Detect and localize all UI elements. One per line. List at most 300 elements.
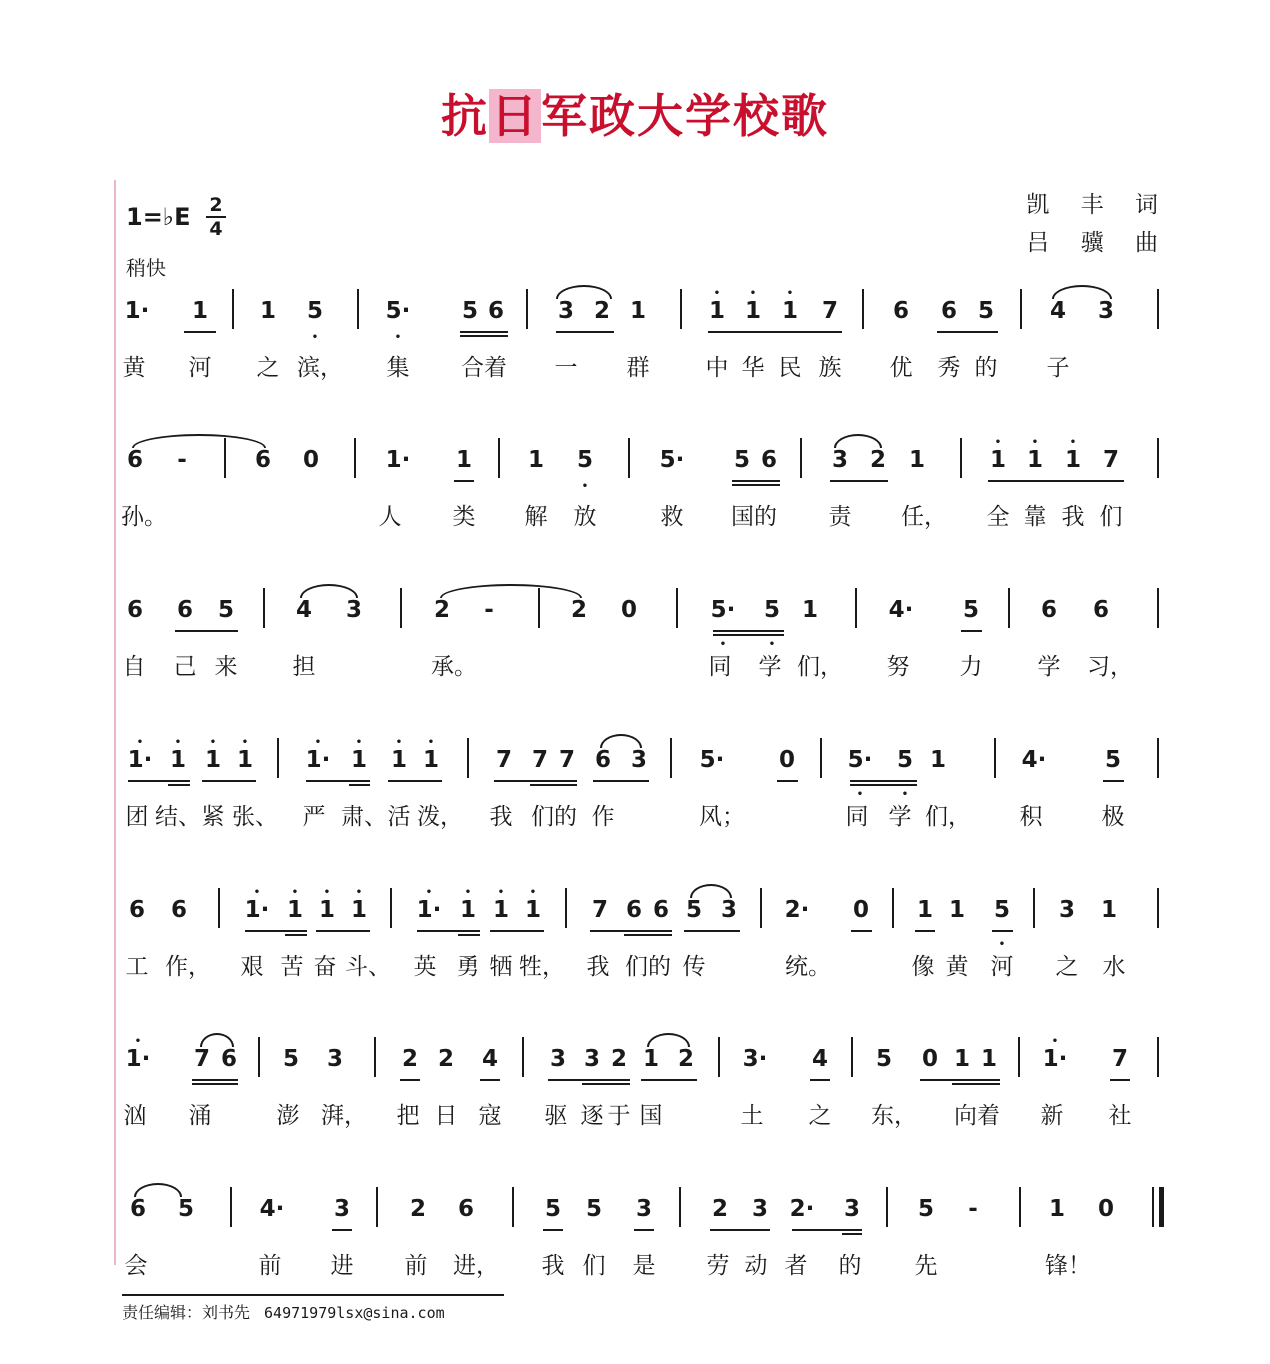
eighth-underline bbox=[792, 1229, 862, 1231]
note-symbol: 0 bbox=[302, 447, 320, 473]
lyric-syllable: 来 bbox=[214, 654, 238, 680]
barline bbox=[522, 1037, 524, 1077]
title-part-1: 抗 bbox=[441, 89, 489, 143]
lyric-syllable: 的 bbox=[838, 1253, 862, 1279]
note-symbol: 2 bbox=[593, 298, 611, 324]
note-symbol: 3 bbox=[583, 1046, 601, 1072]
lyric-syllable: 把 bbox=[396, 1103, 420, 1129]
lyric-syllable: 们 bbox=[1099, 504, 1123, 530]
note-symbol: 1· bbox=[127, 747, 153, 773]
eighth-underline bbox=[1110, 1079, 1130, 1081]
note bbox=[218, 596, 234, 624]
note bbox=[303, 446, 319, 474]
note bbox=[918, 1195, 934, 1223]
note bbox=[844, 1195, 860, 1223]
note bbox=[922, 1045, 938, 1073]
barline bbox=[1018, 1037, 1020, 1077]
barline bbox=[277, 738, 279, 778]
note-symbol: 5 bbox=[177, 1196, 195, 1222]
note bbox=[1098, 297, 1114, 325]
note bbox=[708, 288, 726, 325]
note bbox=[482, 1045, 498, 1073]
note bbox=[1112, 1045, 1128, 1073]
note-symbol: 5 bbox=[896, 747, 914, 773]
lyrics-row bbox=[120, 789, 1165, 832]
lyric-syllable: 任， bbox=[901, 504, 947, 530]
lyric-syllable: 解 bbox=[524, 504, 548, 530]
music-system-1 bbox=[120, 285, 1165, 425]
lyric-syllable: 民 bbox=[778, 355, 802, 381]
note-symbol: 3 bbox=[1058, 897, 1076, 923]
note-symbol: 2 bbox=[570, 597, 588, 623]
lyric-syllable: 滨， bbox=[297, 355, 343, 381]
barline bbox=[512, 1187, 514, 1227]
note-symbol: 1 bbox=[527, 447, 545, 473]
octave-up-dot: • bbox=[994, 437, 1002, 448]
lyric-syllable: 河 bbox=[188, 355, 212, 381]
lyric-syllable: 统。 bbox=[785, 954, 831, 980]
note-symbol: 6 bbox=[1092, 597, 1110, 623]
title-part-3: 军政大学校歌 bbox=[541, 89, 829, 143]
note bbox=[550, 1045, 566, 1073]
note-symbol: 1 bbox=[191, 298, 209, 324]
octave-up-dot: • bbox=[786, 288, 794, 299]
note-symbol: 5· bbox=[699, 747, 725, 773]
note bbox=[260, 297, 276, 325]
note-symbol: 6 bbox=[652, 897, 670, 923]
note-symbol: 5 bbox=[993, 897, 1011, 923]
octave-up-dot: • bbox=[1031, 437, 1039, 448]
note bbox=[221, 1045, 237, 1073]
lyric-syllable: 逐 bbox=[580, 1103, 604, 1129]
note bbox=[422, 737, 440, 774]
note bbox=[576, 446, 594, 492]
lyrics-row bbox=[120, 343, 1165, 383]
eighth-underline bbox=[388, 780, 442, 782]
eighth-underline bbox=[708, 331, 842, 333]
barline bbox=[467, 738, 469, 778]
lyric-syllable: 牲， bbox=[519, 954, 565, 980]
note-symbol: 1 bbox=[236, 747, 254, 773]
barline bbox=[374, 1037, 376, 1077]
octave-up-dot: • bbox=[253, 887, 261, 898]
octave-up-dot: • bbox=[174, 737, 182, 748]
sixteenth-underline bbox=[582, 1083, 630, 1085]
octave-up-dot: • bbox=[355, 887, 363, 898]
lyric-syllable: 己 bbox=[173, 654, 197, 680]
music-system-3 bbox=[120, 584, 1165, 724]
eighth-underline bbox=[192, 1079, 238, 1081]
lyric-syllable: 救 bbox=[660, 504, 684, 530]
octave-up-dot: • bbox=[395, 737, 403, 748]
note-symbol: 5 bbox=[306, 298, 324, 324]
note bbox=[346, 596, 362, 624]
note bbox=[532, 746, 548, 774]
note-symbol: 4· bbox=[888, 597, 914, 623]
eighth-underline bbox=[850, 780, 917, 782]
octave-up-dot: • bbox=[291, 887, 299, 898]
note-symbol: 5 bbox=[763, 597, 781, 623]
note-symbol: 1 bbox=[1026, 447, 1044, 473]
barline bbox=[232, 289, 234, 329]
note-symbol: 6 bbox=[128, 897, 146, 923]
note-symbol: 3· bbox=[742, 1046, 768, 1072]
lyric-syllable: 的 bbox=[974, 355, 998, 381]
eighth-underline bbox=[543, 1229, 563, 1231]
tie-slur bbox=[1052, 285, 1112, 299]
lyric-syllable: 我 bbox=[1061, 504, 1085, 530]
note-symbol: 1 bbox=[629, 298, 647, 324]
note bbox=[177, 596, 193, 624]
lyric-syllable: 肃、 bbox=[341, 804, 387, 830]
note bbox=[524, 887, 542, 924]
eighth-underline bbox=[1103, 780, 1124, 782]
note-symbol: 2 bbox=[677, 1046, 695, 1072]
lyric-syllable: 黄 bbox=[122, 355, 146, 381]
note-symbol: 6 bbox=[625, 897, 643, 923]
note bbox=[1103, 446, 1119, 474]
note bbox=[236, 737, 254, 774]
lyric-syllable: 学 bbox=[888, 804, 912, 830]
note-symbol: 1 bbox=[908, 447, 926, 473]
eighth-underline bbox=[777, 780, 798, 782]
note-symbol: 6 bbox=[594, 747, 612, 773]
octave-up-dot: • bbox=[713, 288, 721, 299]
lyric-syllable: 先 bbox=[914, 1253, 938, 1279]
note bbox=[305, 737, 331, 774]
lyric-syllable: 力 bbox=[959, 654, 983, 680]
note-symbol: 1· bbox=[1042, 1046, 1068, 1072]
note-symbol: 6 bbox=[457, 1196, 475, 1222]
eighth-underline bbox=[175, 630, 238, 632]
lyric-syllable: 土 bbox=[740, 1103, 764, 1129]
note bbox=[710, 596, 736, 650]
note bbox=[949, 896, 965, 924]
note bbox=[492, 887, 510, 924]
lyric-syllable: 澎 bbox=[276, 1103, 300, 1129]
barline bbox=[1020, 289, 1022, 329]
note-symbol: 5 bbox=[282, 1046, 300, 1072]
note bbox=[954, 1045, 970, 1073]
note bbox=[204, 737, 222, 774]
note bbox=[743, 1045, 768, 1073]
note-symbol: 1 bbox=[929, 747, 947, 773]
eighth-underline bbox=[590, 930, 672, 932]
lyric-syllable: 活 bbox=[387, 804, 411, 830]
note bbox=[1026, 437, 1044, 474]
lyric-syllable: 们 bbox=[582, 1253, 606, 1279]
note-symbol: 0 bbox=[852, 897, 870, 923]
note bbox=[194, 1045, 210, 1073]
note-symbol: 1 bbox=[708, 298, 726, 324]
note-symbol: 1 bbox=[455, 447, 473, 473]
barline bbox=[855, 588, 857, 628]
eighth-underline bbox=[128, 780, 190, 782]
note-symbol: 1 bbox=[422, 747, 440, 773]
note bbox=[594, 297, 610, 325]
note bbox=[876, 1045, 892, 1073]
lyric-syllable: 学 bbox=[758, 654, 782, 680]
note-symbol: 6 bbox=[940, 298, 958, 324]
lyric-syllable: 紧 bbox=[201, 804, 225, 830]
note-symbol: 5 bbox=[585, 1196, 603, 1222]
note bbox=[545, 1195, 561, 1223]
tie-slur bbox=[556, 285, 612, 299]
note bbox=[125, 297, 150, 325]
sixteenth-underline bbox=[192, 1083, 238, 1085]
eighth-underline bbox=[992, 930, 1013, 932]
lyric-syllable: 承。 bbox=[431, 654, 477, 680]
lyrics-row bbox=[120, 492, 1165, 532]
note bbox=[779, 746, 795, 774]
octave-down-dot: • bbox=[311, 332, 319, 343]
sixteenth-underline bbox=[530, 784, 577, 786]
note bbox=[178, 1195, 194, 1223]
barline bbox=[1157, 289, 1159, 329]
note bbox=[192, 297, 208, 325]
octave-down-dot: • bbox=[394, 332, 402, 343]
note-symbol: 5 bbox=[977, 298, 995, 324]
editor-credit: 责任编辑：刘书先 bbox=[122, 1303, 251, 1322]
sixteenth-underline bbox=[850, 784, 917, 786]
note-symbol: 7 bbox=[1102, 447, 1120, 473]
note bbox=[802, 596, 818, 624]
lyric-syllable: 之 bbox=[808, 1103, 832, 1129]
note-symbol: 1 bbox=[781, 298, 799, 324]
note bbox=[458, 1195, 474, 1223]
note bbox=[462, 297, 478, 325]
note-symbol: 4 bbox=[481, 1046, 499, 1072]
note bbox=[870, 446, 886, 474]
note-symbol: 7 bbox=[495, 747, 513, 773]
lyric-syllable: 我 bbox=[489, 804, 513, 830]
barline bbox=[1157, 438, 1159, 478]
note-symbol: 6 bbox=[129, 1196, 147, 1222]
eighth-underline bbox=[548, 1079, 630, 1081]
sixteenth-underline bbox=[460, 335, 508, 337]
eighth-underline bbox=[460, 331, 508, 333]
eighth-underline bbox=[851, 930, 872, 932]
note bbox=[456, 446, 472, 474]
note bbox=[571, 596, 587, 624]
sixteenth-underline bbox=[349, 784, 370, 786]
tie-slur bbox=[200, 1033, 234, 1047]
octave-down-dot: • bbox=[581, 481, 589, 492]
lyric-syllable: 张、 bbox=[232, 804, 278, 830]
note bbox=[889, 596, 914, 624]
note bbox=[621, 596, 637, 624]
note bbox=[129, 896, 145, 924]
note bbox=[653, 896, 669, 924]
note bbox=[1098, 1195, 1114, 1223]
note-symbol: 6 bbox=[487, 298, 505, 324]
note bbox=[896, 746, 914, 800]
eighth-underline bbox=[490, 930, 544, 932]
lyric-syllable: 动 bbox=[744, 1253, 768, 1279]
note bbox=[853, 896, 869, 924]
note-symbol: 3 bbox=[751, 1196, 769, 1222]
sixteenth-underline bbox=[458, 934, 480, 936]
note bbox=[626, 896, 642, 924]
lyric-syllable: 向着 bbox=[954, 1103, 1000, 1129]
note-symbol: 7 bbox=[591, 897, 609, 923]
octave-down-dot: • bbox=[719, 639, 727, 650]
dash-extension bbox=[484, 596, 494, 624]
octave-down-dot: • bbox=[768, 639, 776, 650]
lyric-syllable: 牺 bbox=[489, 954, 513, 980]
barline bbox=[800, 438, 802, 478]
eighth-underline bbox=[332, 1229, 352, 1231]
note-symbol: 4 bbox=[1049, 298, 1067, 324]
lyric-syllable: 湃， bbox=[321, 1103, 367, 1129]
note bbox=[558, 297, 574, 325]
barline bbox=[851, 1037, 853, 1077]
lyric-syllable: 责 bbox=[828, 504, 852, 530]
barline bbox=[718, 1037, 720, 1077]
note bbox=[1041, 596, 1057, 624]
note-symbol: 2 bbox=[711, 1196, 729, 1222]
sixteenth-underline bbox=[624, 934, 672, 936]
note-symbol: 1 bbox=[524, 897, 542, 923]
lyric-syllable: 河 bbox=[990, 954, 1014, 980]
note-symbol: 2 bbox=[437, 1046, 455, 1072]
lyric-syllable: 群 bbox=[626, 355, 650, 381]
note bbox=[528, 446, 544, 474]
note bbox=[306, 297, 324, 343]
lyric-syllable: 团 bbox=[125, 804, 149, 830]
note-symbol: 2· bbox=[784, 897, 810, 923]
key-text: 1=♭E bbox=[126, 203, 191, 231]
barline bbox=[1157, 888, 1159, 928]
note bbox=[981, 1045, 997, 1073]
note bbox=[917, 896, 933, 924]
eighth-underline bbox=[454, 480, 474, 482]
lyric-syllable: 作， bbox=[165, 954, 211, 980]
note bbox=[630, 297, 646, 325]
note bbox=[847, 746, 873, 800]
note bbox=[1049, 1195, 1065, 1223]
eighth-underline bbox=[202, 780, 256, 782]
note bbox=[989, 437, 1007, 474]
lyric-syllable: 们， bbox=[925, 804, 971, 830]
note-symbol: 1 bbox=[1048, 1196, 1066, 1222]
note bbox=[410, 1195, 426, 1223]
music-system-2 bbox=[120, 434, 1165, 574]
eighth-underline bbox=[245, 930, 307, 932]
note-symbol: 2· bbox=[789, 1196, 815, 1222]
note-symbol: 6 bbox=[760, 447, 778, 473]
note-symbol: 0 bbox=[620, 597, 638, 623]
lyric-syllable: 严 bbox=[302, 804, 326, 830]
barline bbox=[1157, 738, 1159, 778]
note bbox=[678, 1045, 694, 1073]
note-symbol: 1· bbox=[244, 897, 270, 923]
note-symbol: 1 bbox=[459, 897, 477, 923]
note bbox=[721, 896, 737, 924]
note-symbol: 1 bbox=[204, 747, 222, 773]
note-symbol: 1 bbox=[916, 897, 934, 923]
note-symbol: 3 bbox=[333, 1196, 351, 1222]
note-symbol: 7 bbox=[821, 298, 839, 324]
note-symbol: 2 bbox=[433, 597, 451, 623]
lyric-syllable: 者 bbox=[784, 1253, 808, 1279]
eighth-underline bbox=[915, 930, 935, 932]
note bbox=[631, 746, 647, 774]
barline bbox=[670, 738, 672, 778]
barline bbox=[1008, 588, 1010, 628]
note-symbol: 1 bbox=[259, 298, 277, 324]
note-symbol: 1 bbox=[318, 897, 336, 923]
barline bbox=[565, 888, 567, 928]
eighth-underline bbox=[480, 1079, 500, 1081]
eighth-underline bbox=[713, 630, 784, 632]
tie-slur bbox=[600, 734, 642, 748]
lyrics-row bbox=[120, 1091, 1165, 1131]
lyric-syllable: 斗、 bbox=[345, 954, 391, 980]
octave-down-dot: • bbox=[901, 789, 909, 800]
lyric-syllable: 全 bbox=[986, 504, 1010, 530]
note bbox=[559, 746, 575, 774]
note bbox=[1042, 1036, 1068, 1073]
octave-up-dot: • bbox=[497, 887, 505, 898]
barline bbox=[258, 1037, 260, 1077]
eighth-underline bbox=[684, 930, 740, 932]
octave-up-dot: • bbox=[1051, 1036, 1059, 1047]
lyric-syllable: 黄 bbox=[945, 954, 969, 980]
tie-slur bbox=[690, 884, 732, 898]
note bbox=[761, 446, 777, 474]
note bbox=[930, 746, 946, 774]
note-symbol: 1 bbox=[801, 597, 819, 623]
time-bottom: 4 bbox=[209, 218, 223, 240]
note bbox=[893, 297, 909, 325]
lyric-syllable: 涌 bbox=[188, 1103, 212, 1129]
lyric-syllable: 中 bbox=[705, 355, 729, 381]
note-symbol: 5 bbox=[1104, 747, 1122, 773]
note bbox=[686, 896, 702, 924]
note bbox=[636, 1195, 652, 1223]
eighth-underline bbox=[830, 480, 888, 482]
sixteenth-underline bbox=[842, 1233, 862, 1235]
note bbox=[244, 887, 270, 924]
note bbox=[434, 596, 450, 624]
note bbox=[327, 1045, 343, 1073]
note bbox=[592, 896, 608, 924]
dash-extension bbox=[177, 446, 187, 474]
note-symbol: 5· bbox=[659, 447, 685, 473]
note bbox=[390, 737, 408, 774]
lyric-syllable: 我 bbox=[586, 954, 610, 980]
lyric-syllable: 风； bbox=[699, 804, 745, 830]
note-symbol: 4· bbox=[1021, 747, 1047, 773]
sixteenth-underline bbox=[713, 634, 784, 636]
barline bbox=[526, 289, 528, 329]
final-barline-thick bbox=[1159, 1187, 1164, 1227]
eighth-underline bbox=[184, 331, 216, 333]
sixteenth-underline bbox=[732, 484, 780, 486]
barline bbox=[892, 888, 894, 928]
barline bbox=[1157, 588, 1159, 628]
barline bbox=[230, 1187, 232, 1227]
barline bbox=[960, 438, 962, 478]
note bbox=[296, 596, 312, 624]
note-symbol: 5 bbox=[576, 447, 594, 473]
music-system-6 bbox=[120, 1033, 1165, 1173]
eighth-underline bbox=[417, 930, 480, 932]
note bbox=[402, 1045, 418, 1073]
eighth-underline bbox=[920, 1079, 1000, 1081]
note-symbol: 1 bbox=[980, 1046, 998, 1072]
